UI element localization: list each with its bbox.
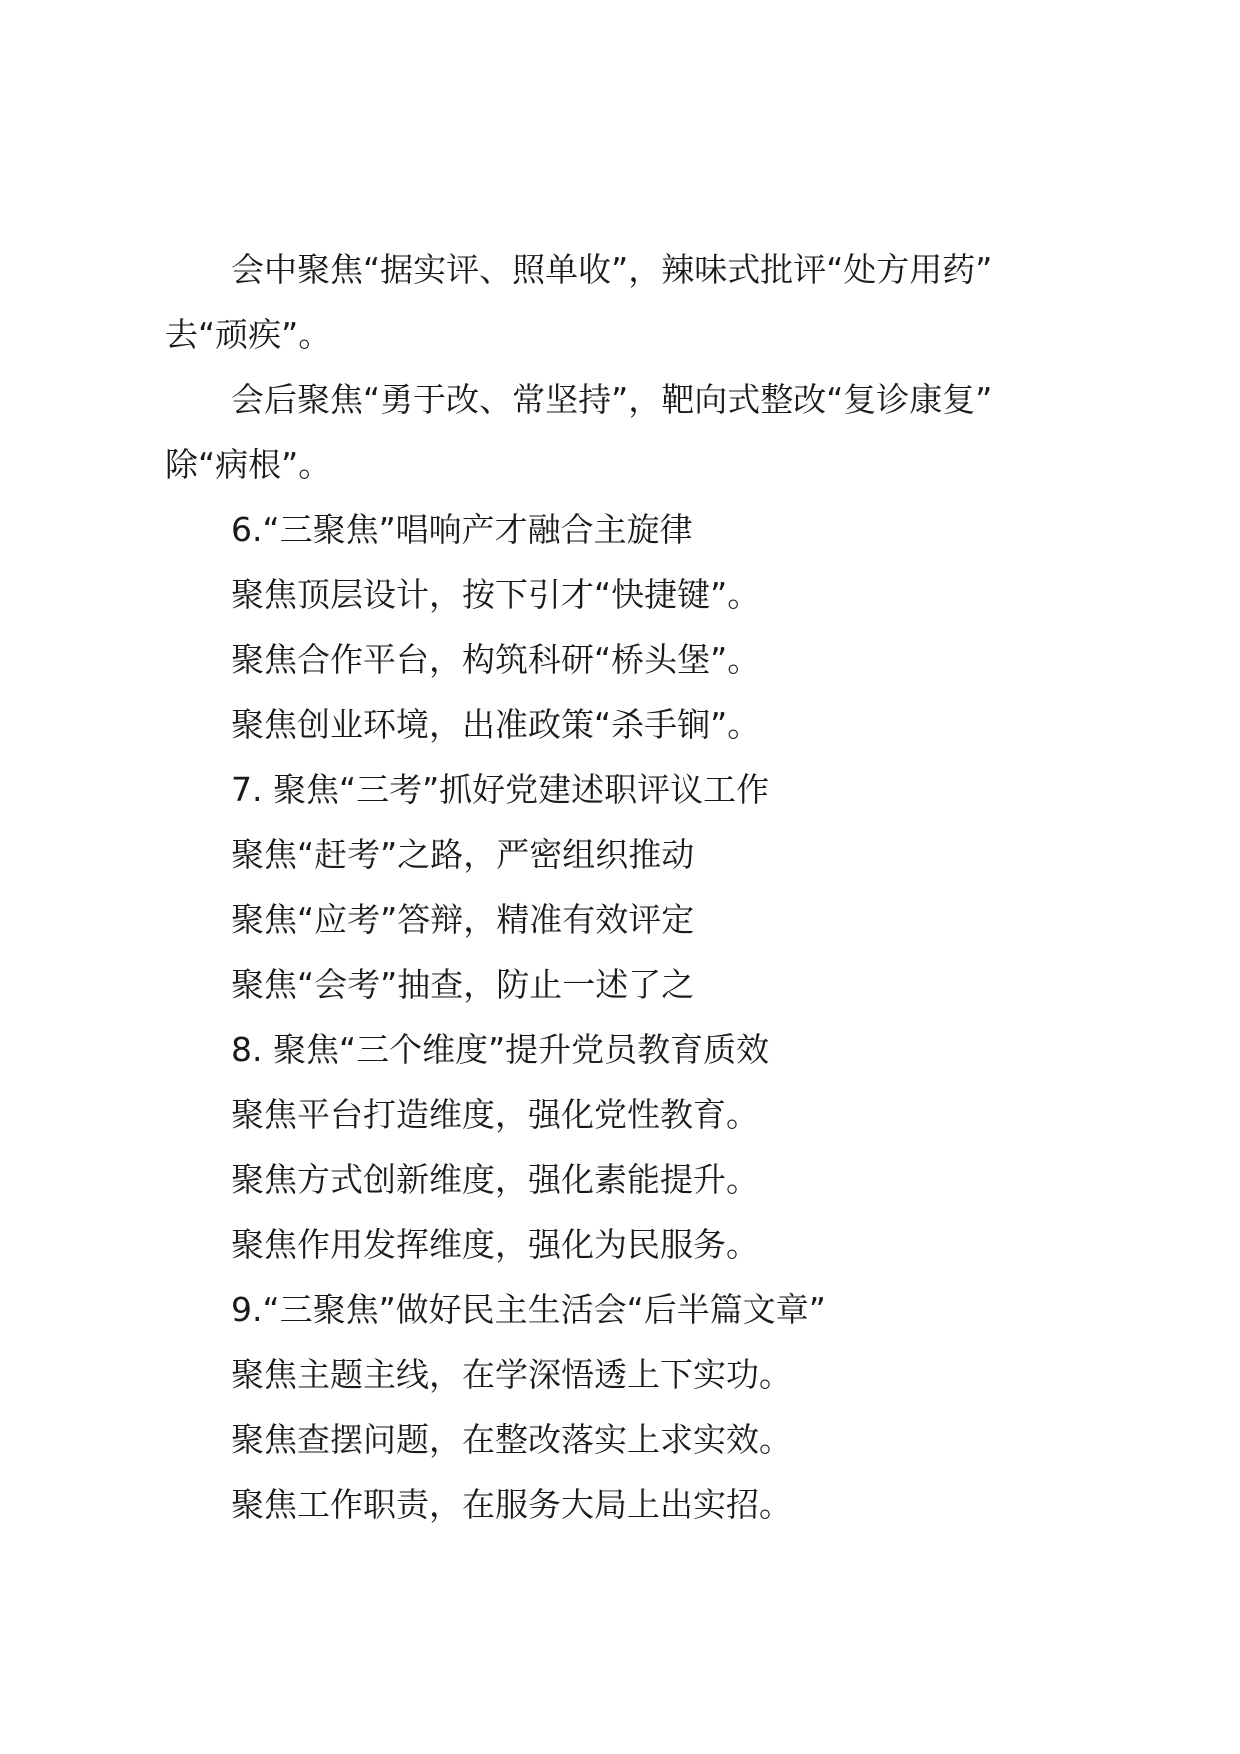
list-item: 聚焦平台打造维度，强化党性教育。 [231,1095,759,1134]
list-item: 聚焦方式创新维度，强化素能提升。 [231,1160,759,1199]
list-item: 聚焦工作职责，在服务大局上出实招。 [231,1485,792,1524]
paragraph-1-line-1: 会中聚焦“据实评、照单收”，辣味式批评“处方用药” [231,250,993,289]
heading-6: 6.“三聚焦”唱响产才融合主旋律 [231,510,693,549]
list-item: 聚焦“会考”抽查，防止一述了之 [231,965,695,1004]
list-item: 聚焦作用发挥维度，强化为民服务。 [231,1225,759,1264]
list-item: 聚焦顶层设计，按下引才“快捷键”。 [231,575,761,614]
paragraph-2-line-1: 会后聚焦“勇于改、常坚持”，靶向式整改“复诊康复” [231,380,993,419]
document-body [165,237,1075,1537]
list-item: 聚焦查摆问题，在整改落实上求实效。 [231,1420,792,1459]
heading-9: 9.“三聚焦”做好民主生活会“后半篇文章” [231,1290,826,1329]
paragraph-2-line-2: 除“病根”。 [165,445,332,484]
paragraph-1-line-2: 去“顽疾”。 [165,315,332,354]
list-item: 聚焦创业环境，出准政策“杀手锏”。 [231,705,761,744]
list-item: 聚焦“应考”答辩，精准有效评定 [231,900,695,939]
list-item: 聚焦“赶考”之路，严密组织推动 [231,835,695,874]
heading-8: 8. 聚焦“三个维度”提升党员教育质效 [231,1030,770,1069]
list-item: 聚焦主题主线，在学深悟透上下实功。 [231,1355,792,1394]
heading-7: 7. 聚焦“三考”抓好党建述职评议工作 [231,770,770,809]
list-item: 聚焦合作平台，构筑科研“桥头堡”。 [231,640,761,679]
